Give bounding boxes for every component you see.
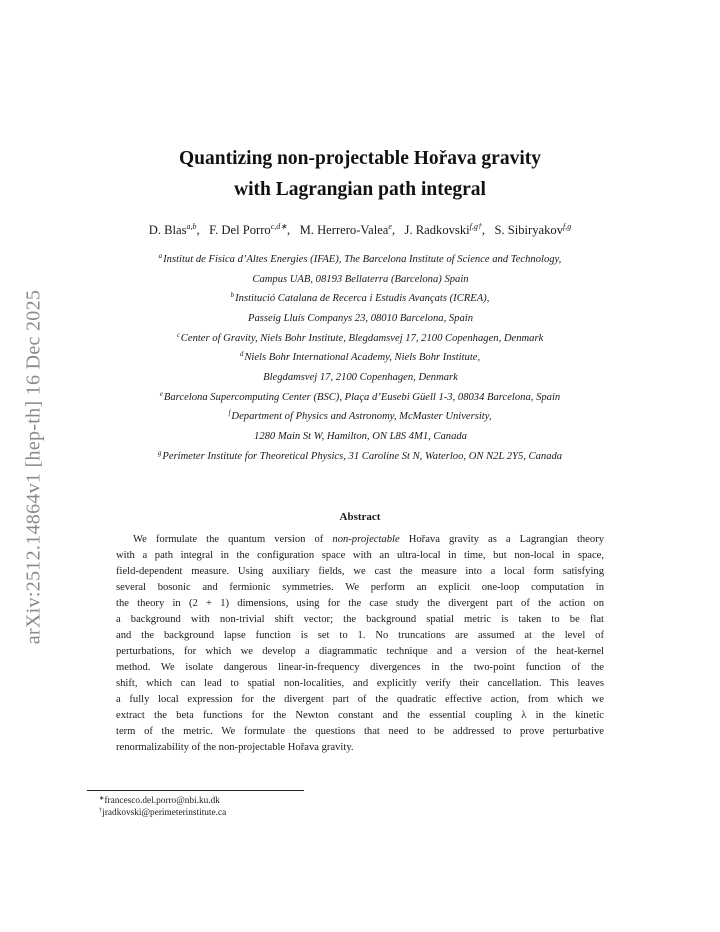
affiliation-line <box>0 311 720 324</box>
affiliation-line <box>0 331 720 344</box>
footnote <box>99 807 226 818</box>
author-affiliation-mark: f,g† <box>469 222 482 231</box>
affiliation-line <box>0 429 720 442</box>
affiliation-text: 1280 Main St W, Hamilton, ON L8S 4M1, Canada <box>254 431 467 442</box>
affiliation-text: Barcelona Supercomputing Center (BSC), Plaça d’Eusebi Güell 1-3, 08034 Barcelona, Spain <box>163 392 561 403</box>
affiliation-mark: b <box>230 291 235 299</box>
affiliation-line <box>0 272 720 285</box>
author-name: S. Sibiryakov <box>494 223 564 237</box>
abstract-line: perturbations, for which we develop a diagrammatic technique and a version of the heat-kernel <box>116 646 604 657</box>
affiliation-text: Department of Physics and Astronomy, McMaster University, <box>231 411 492 422</box>
abstract-line: term of the metric. We formulate the questions that need to be addressed to prove perturbative <box>116 726 604 737</box>
author-name: D. Blas <box>148 223 187 237</box>
affiliation-line <box>0 350 720 363</box>
abstract-line: a fully local expression for the divergent part of the quadratic effective action, from which we <box>116 694 604 705</box>
footnote-mark: † <box>99 807 103 814</box>
arxiv-identifier-text: arXiv:2512.14864v1 [hep-th] 16 Dec 2025 <box>22 289 45 645</box>
abstract-line: renormalizability of the non-projectable Hořava gravity. <box>116 742 354 753</box>
abstract-line: shift, which can lead to spatial non-localities, and explicitly verify their cancellation. This leaves <box>116 678 604 689</box>
abstract-line: and the background lapse function is set to 1. No truncations are assumed at the level of <box>116 630 604 641</box>
affiliation-line <box>0 252 720 265</box>
abstract-line: field-dependent measure. Using auxiliary fields, we cast the measure into a local form satisfying <box>116 566 604 577</box>
abstract-line: method. We isolate dangerous linear-in-frequency divergences in the two-point function of the <box>116 662 604 673</box>
affiliation-text: Passeig Lluís Companys 23, 08010 Barcelona, Spain <box>247 313 473 324</box>
abstract-emphasis: non-projectable <box>332 534 400 545</box>
affiliation-line <box>0 370 720 383</box>
affiliation-text: Institució Catalana de Recerca i Estudis Avançats (ICREA), <box>235 293 490 304</box>
abstract-line: a background with non-trivial shift vector; the background spatial metric is taken to be flat <box>116 614 604 625</box>
abstract-line <box>133 534 604 549</box>
affiliation-mark: c <box>176 331 180 339</box>
author-list: D. Blas$^{a,b}$, F. Del Porro$^{c,d∗}$, M. Herrero-Valea$^e$, J. Radkovski$^{f,g\dagger}$, S. Sibiryakov$^{f,g}$ <box>148 222 572 237</box>
footnote-email[interactable]: francesco.del.porro@nbi.ku.dk <box>104 796 220 806</box>
author-affiliation-mark: c,d∗ <box>270 222 287 231</box>
author-affiliation-mark: e <box>388 222 392 231</box>
footnote-divider <box>87 790 304 791</box>
affiliation-mark: g <box>157 449 162 457</box>
affiliation-mark: f <box>228 409 231 417</box>
affiliation-text: Campus UAB, 08193 Bellaterra (Barcelona) Spain <box>252 274 469 285</box>
abstract-heading: Abstract <box>339 511 381 523</box>
paper-title-line-2: with Lagrangian path integral <box>234 179 486 200</box>
affiliation-line <box>0 390 720 403</box>
author-affiliation-mark: f,g <box>563 222 572 231</box>
affiliation-line <box>0 291 720 304</box>
affiliation-line <box>0 449 720 462</box>
abstract-text: We formulate the quantum version of <box>133 534 333 545</box>
affiliation-line <box>0 409 720 422</box>
affiliation-text: Perimeter Institute for Theoretical Physics, 31 Caroline St N, Waterloo, ON N2L 2Y5, Canada <box>162 451 563 462</box>
abstract-line: with a path integral in the configuration space with an ultra-local in time, but non-local in space, <box>116 550 604 561</box>
abstract-line: extract the beta functions for the Newton constant and the essential coupling λ in the kinetic <box>116 710 604 721</box>
abstract-line: several bosonic and fermionic symmetries. We perform an explicit one-loop computation in <box>116 582 604 593</box>
footnote-mark: ∗ <box>99 795 105 802</box>
affiliation-text: Institut de Fisica d’Altes Energies (IFAE), The Barcelona Institute of Science and Technology, <box>163 254 562 265</box>
affiliation-text: Center of Gravity, Niels Bohr Institute, Blegdamsvej 17, 2100 Copenhagen, Denmark <box>180 333 544 344</box>
affiliation-mark: e <box>159 390 163 398</box>
affiliation-text: Blegdamsvej 17, 2100 Copenhagen, Denmark <box>263 372 458 383</box>
affiliation-mark: d <box>239 350 244 358</box>
author-name: J. Radkovski <box>404 223 470 237</box>
author-name: M. Herrero-Valea <box>299 223 389 237</box>
affiliation-mark: a <box>158 252 163 260</box>
paper-title-line-1: Quantizing non-projectable Hořava gravity <box>179 148 541 169</box>
author-name: F. Del Porro <box>209 223 271 237</box>
author-affiliation-mark: a,b <box>186 222 197 231</box>
affiliation-text: Niels Bohr International Academy, Niels Bohr Institute, <box>244 352 481 363</box>
abstract-line: the theory in (2 + 1) dimensions, using for the case study the divergent part of the action on <box>116 598 604 609</box>
abstract-text: Hořava gravity as a Lagrangian theory <box>399 534 605 545</box>
footnote-email[interactable]: jradkovski@perimeterinstitute.ca <box>102 808 227 818</box>
footnote <box>99 794 220 806</box>
